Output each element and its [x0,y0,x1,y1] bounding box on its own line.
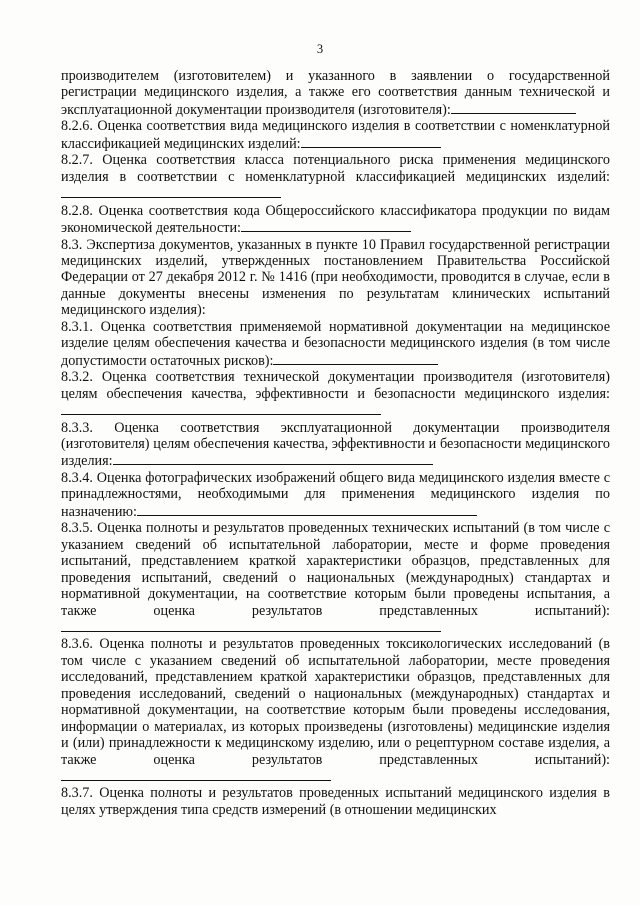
paragraph-text: 8.3.5. Оценка полноты и результатов проведенных технических испытаний (в том числе с указанием сведений об испытательной лаборатории, месте и форме проведения испытаний, представлением краткой характеристики образцов, представленных для проведения испытаний, сведений о национальных (международных) стандартах и нормативной документации, на соответствие которым были проведены испытания, а также оценка результатов представленных испытаний): [61,520,610,619]
page-number: 3 [316,42,324,56]
paragraph-8-2-6 [61,118,610,152]
fill-in-blank[interactable] [61,402,381,415]
fill-in-blank[interactable] [113,452,433,465]
fill-in-blank[interactable] [451,101,576,114]
paragraph-text: 8.3.6. Оценка полноты и результатов проведенных токсикологических исследований (в том числе с указанием сведений об испытательной лаборатории, месте проведения исследований, представлением краткой характеристики образцов, представленных для проведения исследований, сведений о национальных (международных) стандартах и нормативной документации, на соответствие которым были проведены исследования, информации о материалах, из которых произведены (изготовлены) медицинские изделия и (или) принадлежности к медицинскому изделию, или о рецептурном составе изделия, а также оценка результатов представленных испытаний): [61,636,610,768]
fill-in-blank[interactable] [61,185,281,198]
paragraph-text: 8.2.7. Оценка соответствия класса потенциального риска применения медицинского изделия в соответствии с номенклатурной классификацией медицинских изделий: [61,152,610,185]
paragraph-text: 8.3.4. Оценка фотографических изображений общего вида медицинского изделия вместе с принадлежностями, необходимыми для применения медицинского изделия по назначению: [61,469,610,520]
paragraph-8-2-8 [61,203,610,237]
paragraph-8-3-4 [61,470,610,520]
fill-in-blank[interactable] [241,219,411,232]
paragraph-text: 8.2.8. Оценка соответствия кода Общероссийского классификатора продукции по видам экономической деятельности: [61,202,610,237]
paragraph-8-3-2 [61,369,610,419]
paragraph-continuation [61,68,610,118]
paragraph-text: 8.3.1. Оценка соответствия применяемой нормативной документации на медицинское изделие целям обеспечения качества и безопасности медицинского изделия (в том числе допустимости остаточных рисков): [61,318,610,369]
paragraph-8-2-7 [61,152,610,202]
paragraph-8-3-5 [61,520,610,636]
paragraph-text: 8.3.3. Оценка соответствия эксплуатационной документации производителя (изготовителя) целям обеспечения качества, эффективности и безопасности медицинского изделия: [61,419,610,470]
fill-in-blank[interactable] [301,135,441,148]
paragraph-text: 8.2.6. Оценка соответствия вида медицинского изделия в соответствии с номенклатурной классификацией медицинских изделий: [61,118,610,152]
paragraph-8-3 [61,237,610,319]
paragraph-text: 8.3.7. Оценка полноты и результатов проведенных испытаний медицинского изделия в целях утверждения типа средств измерений (в отношении медицинских [61,785,610,818]
paragraph-text: 8.3. Экспертиза документов, указанных в пункте 10 Правил государственной регистрации медицинских изделий, утвержденных постановлением Правительства Российской Федерации от 27 декабря 2012 г. № 1416 (при необходимости, проводится в случае, если в данные документы внесены изменения по результатам клинических испытаний медицинского изделия): [61,236,610,319]
fill-in-blank[interactable] [273,352,438,365]
paragraph-8-3-7 [61,785,610,818]
paragraph-8-3-1 [61,319,610,369]
paragraph-8-3-6 [61,636,610,785]
fill-in-blank[interactable] [61,768,331,781]
paragraph-8-3-3 [61,420,610,470]
document-body [61,68,610,818]
paragraph-text: 8.3.2. Оценка соответствия технической документации производителя (изготовителя) целям обеспечения качества, эффективности и безопасности медицинского изделия: [61,369,610,402]
fill-in-blank[interactable] [137,503,477,516]
fill-in-blank[interactable] [61,619,441,632]
paragraph-text: производителем (изготовителем) и указанного в заявлении о государственной регистрации медицинского изделия, а также его соответствия данным технической и эксплуатационной документации производителя (изготовителя): [61,68,610,118]
